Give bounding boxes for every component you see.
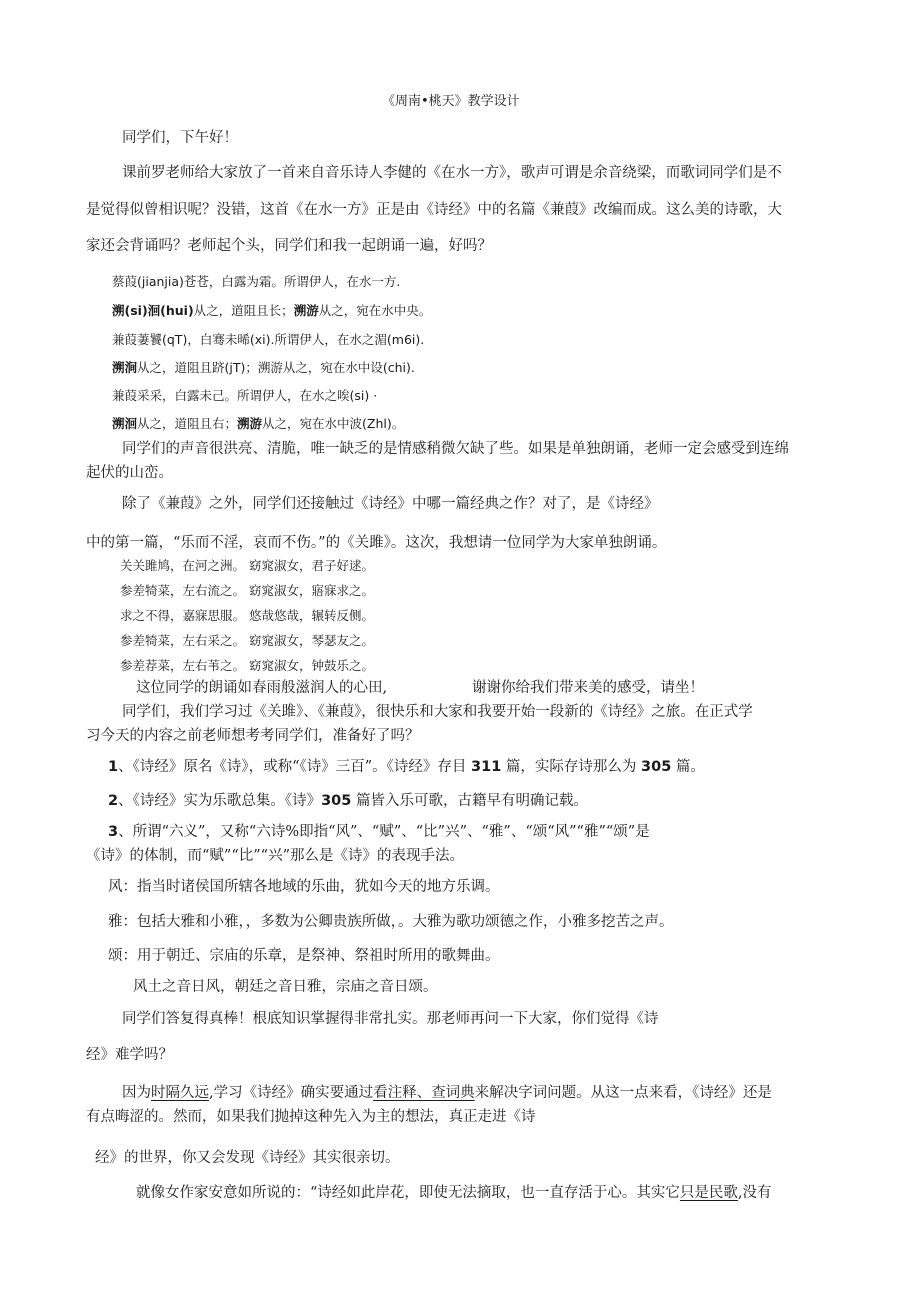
fact-1-text-b: 篇，实际存诗那么为 [501, 759, 642, 775]
answer-line-1-pre: 因为 [122, 1085, 151, 1101]
hard-question-line-1: 同学们答复得真棒！根底知识掌握得非常扎实。那老师再问一下大家，你们觉得《诗 [122, 1011, 659, 1027]
fact-3-line-2: 《诗》的体制，而“赋”“比”“兴”那么是《诗》的表现手法。 [86, 848, 464, 864]
answer-line-1-post: 来解决字词问题。从这一点来看，《诗经》还是 [474, 1085, 772, 1101]
answer-underline-2: 看注释、查词典 [373, 1085, 475, 1101]
jianjia-line-4-bold: 溯涧 [112, 360, 138, 375]
guanju-line-3: 求之不得，嘉寐思服。 悠哉悠哉，辗转反侧。 [120, 608, 374, 623]
guanju-line-5: 参差荐菜，左右苇之。 窈窕淑女，钟鼓乐之。 [120, 658, 374, 673]
guanju-line-4: 参差犄菜，左右采之。 窈窕淑女，琴瑟友之。 [120, 633, 374, 648]
guanju-question-2: 中的第一篇，“乐而不淫，哀而不伤。”的《关雎》。这次，我想请一位同学为大家单独朗诵。 [86, 535, 667, 551]
jianjia-line-6-bold2: 溯游 [237, 416, 263, 431]
praise-text-b: 谢谢你给我们带来美的感受，请坐！ [472, 680, 704, 696]
answer-line-1-mid: ,学习《诗经》确实要通过 [209, 1085, 374, 1101]
jianjia-line-2-text: 从之，道阻且长； [193, 303, 294, 318]
guanju-line-1: 关关雎鸠，在河之洲。 窈窕淑女，君子好逑。 [120, 558, 374, 573]
fact-1-count-extant: 305 [641, 759, 672, 775]
start-line-2: 习今天的内容之前老师想考考同学们，准备好了吗？ [86, 728, 420, 744]
jianjia-line-6-text: 从之，道阻且右； [137, 416, 238, 431]
fact-2-count: 305 [321, 793, 352, 809]
fact-3-text-a: 、所谓“六义”，又称“六诗%即指“风”、“赋”、“比”兴”、“雅”、“颂“风”“雅”“颂”是 [118, 824, 650, 840]
jianjia-line-2-text2: 从之，宛在水中央。 [318, 303, 432, 318]
answer-line-3: 经》的世界，你又会发现《诗经》其实很亲切。 [95, 1150, 400, 1166]
quote-post: ,没有 [737, 1185, 772, 1201]
jianjia-line-3: 兼葭萋饕(qT)，白骞未晞(xi).所谓伊人，在水之湄(m6i). [112, 332, 425, 347]
quote-line [136, 1183, 772, 1203]
fact-2-text-b: 篇皆入乐可歌，古籍早有明确记载。 [351, 793, 588, 809]
definition-feng: 风：指当时诸侯国所辖各地域的乐曲，犹如今天的地方乐调。 [108, 879, 500, 895]
fact-2-number: 2 [108, 793, 119, 809]
after-jianjia-line-2: 起伏的山峦。 [86, 465, 173, 481]
intro-line-3: 家还会背诵吗？老师起个头，同学们和我一起朗诵一遍，好吗？ [86, 238, 492, 254]
definition-ya: 雅：包括大雅和小雅，，多数为公卿贵族所做，。大雅为歌功颂德之作，小雅多挖苦之声。 [108, 914, 674, 930]
jianjia-line-2-bold: 溯(si)洄(hui) [112, 303, 194, 318]
jianjia-line-4-text: 从之，道阻且跻(jT)；溯游从之，宛在水中设(chi). [137, 360, 415, 375]
page-title: 《周南•桃天》教学设计 [382, 94, 520, 109]
jianjia-line-1: 蔡葭(jianjia)苍苍，白露为霜。所谓伊人，在水一方. [112, 274, 401, 289]
guanju-question-1: 除了《兼葭》之外，同学们还接触过《诗经》中哪一篇经典之作？对了，是《诗经》 [122, 496, 659, 512]
fact-3-number: 3 [108, 824, 119, 840]
jianjia-line-2 [112, 301, 431, 321]
hard-question-line-2: 经》难学吗？ [86, 1047, 173, 1063]
answer-line-1 [122, 1083, 772, 1103]
jianjia-line-5: 兼葭采采，白露未己。所谓伊人，在水之唉(si) · [112, 388, 378, 403]
fact-1 [108, 757, 705, 777]
greeting: 同学们，下午好！ [122, 130, 238, 146]
after-jianjia-line-1: 同学们的声音很洪亮、清脆，唯一缺乏的是情感稍微欠缺了些。如果是单独朗诵，老师一定会感受到连绵 [122, 441, 789, 457]
fact-2 [108, 791, 588, 811]
fact-1-count-listed: 311 [471, 759, 502, 775]
definition-summary: 风土之音日风，朝廷之音日雅，宗庙之音日颂。 [133, 979, 438, 995]
start-line-1: 同学们，我们学习过《关雎》、《兼葭》，很快乐和大家和我要开始一段新的《诗经》之旅。在正式学 [122, 704, 753, 720]
praise-text-a: 这位同学的朗诵如春雨般滋润人的心田, [136, 680, 388, 696]
fact-3-line-1 [108, 822, 650, 842]
guanju-line-2: 参差犄菜，左右流之。 窈窕淑女，寤寐求之。 [120, 583, 374, 598]
definition-song: 颂：用于朝迁、宗庙的乐章，是祭神、祭祖时所用的歌舞曲。 [108, 948, 500, 964]
answer-line-2: 有点晦涩的。然而，如果我们抛掉这种先入为主的想法，真正走进《诗 [86, 1109, 536, 1125]
jianjia-line-2-bold2: 溯游 [293, 303, 319, 318]
fact-1-text-c: 篇。 [671, 759, 705, 775]
fact-1-number: 1 [108, 759, 119, 775]
jianjia-line-6-bold: 溯洄 [112, 416, 138, 431]
fact-2-text-a: 、《诗经》实为乐歌总集。《诗》 [118, 793, 322, 809]
fact-1-text-a: 、《诗经》原名《诗》，或称“《诗》三百”。《诗经》存目 [118, 759, 472, 775]
quote-pre: 就像女作家安意如所说的：“诗经如此岸花，即使无法摘取，也一直存活于心。其实它 [136, 1185, 680, 1201]
jianjia-line-4 [112, 358, 415, 378]
quote-underline: 只是民歌 [679, 1185, 738, 1201]
answer-underline-1: 时隔久远 [151, 1085, 209, 1101]
jianjia-line-6 [112, 414, 404, 434]
intro-line-1: 课前罗老师给大家放了一首来自音乐诗人李健的《在水一方》，歌声可谓是余音绕梁，而歌词同学们是不 [122, 165, 782, 181]
jianjia-line-6-text2: 从之，宛在水中波(Zhl)。 [262, 416, 405, 431]
intro-line-2: 是觉得似曾相识呢？没错，这首《在水一方》正是由《诗经》中的名篇《兼葭》改编而成。这么美的诗歌，大 [86, 202, 782, 218]
